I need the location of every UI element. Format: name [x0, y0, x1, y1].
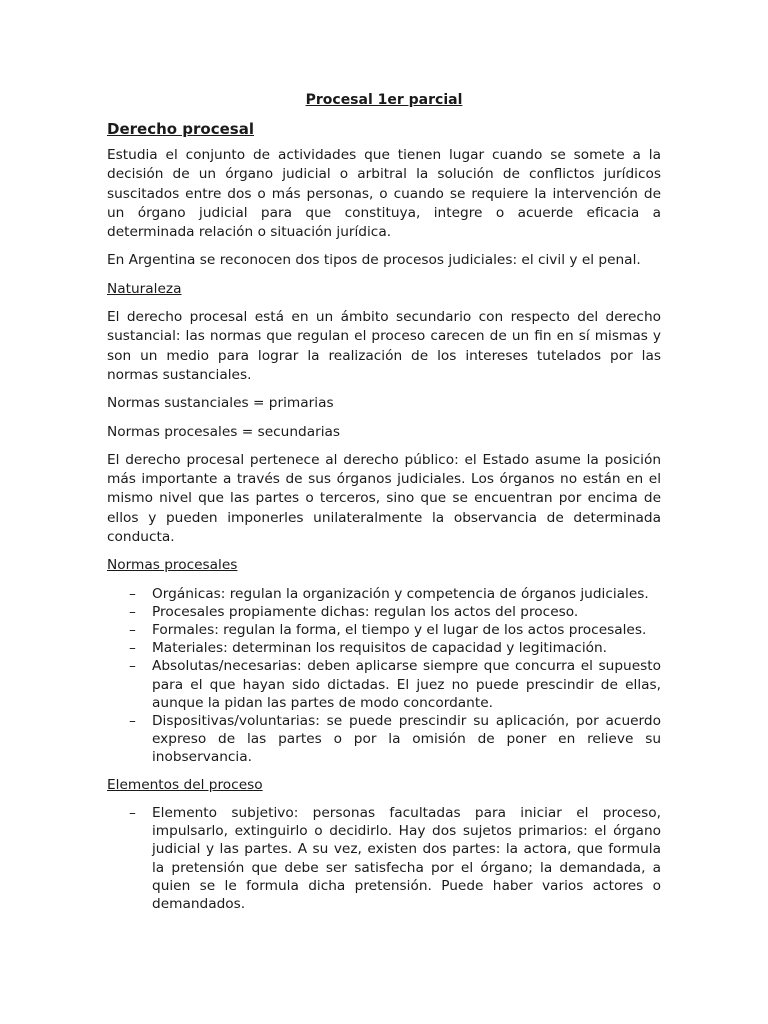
dash-bullet-icon: – — [129, 603, 136, 620]
section-heading-derecho-procesal: Derecho procesal — [107, 120, 254, 138]
paragraph-normas-procesales: Normas procesales = secundarias — [107, 423, 341, 440]
document-title: Procesal 1er parcial — [305, 92, 463, 108]
paragraph-tipos-procesos: En Argentina se reconocen dos tipos de procesos judiciales: el civil y el penal. — [107, 252, 641, 269]
dash-bullet-icon: – — [129, 640, 136, 657]
subheading-normas-procesales: Normas procesales — [107, 557, 238, 574]
subheading-naturaleza: Naturaleza — [107, 280, 182, 297]
list-item: – Elemento subjetivo: personas facultadas para iniciar el proceso, impulsarlo, extinguirlo o decidirlo. Hay dos sujetos primarios: el órgano judicial y las partes. A su vez, existen dos partes: la actora, que formula la pretensión que debe ser satisfecha por el órgano; la demandada, a quien se le formula dicha pretensión. Puede haber varios actores o demandados. — [129, 804, 661, 912]
dash-bullet-icon: – — [129, 658, 136, 675]
normas-procesales-list — [107, 585, 661, 767]
dash-bullet-icon: – — [129, 713, 136, 730]
dash-bullet-icon: – — [129, 622, 136, 639]
dash-bullet-icon: – — [129, 585, 136, 602]
paragraph-naturaleza: El derecho procesal está en un ámbito secundario con respecto del derecho sustancial: las normas que regulan el proceso carecen de un fin en sí mismas y son un medio para lograr la realización de los intereses tutelados por las normas sustanciales. — [107, 309, 661, 383]
list-item: – Orgánicas: regulan la organización y competencia de órganos judiciales. — [129, 585, 649, 602]
paragraph-normas-sustanciales: Normas sustanciales = primarias — [107, 395, 334, 412]
list-item: – Dispositivas/voluntarias: se puede prescindir su aplicación, por acuerdo expreso de las partes o por la omisión de poner en relieve su inobservancia. — [129, 713, 661, 766]
subheading-elementos-del-proceso: Elementos del proceso — [107, 776, 263, 793]
dash-bullet-icon: – — [129, 804, 136, 821]
elementos-list — [107, 804, 661, 913]
paragraph-derecho-publico: El derecho procesal pertenece al derecho público: el Estado asume la posición más importante a través de sus órganos judiciales. Los órganos no están en el mismo nivel que las partes o terceros, sino que se encuentran por encima de ellos y pueden imponerles unilateralmente la observancia de determinada conducta. — [107, 451, 661, 546]
list-item: – Formales: regulan la forma, el tiempo y el lugar de los actos procesales. — [129, 622, 647, 639]
list-item: – Procesales propiamente dichas: regulan los actos del proceso. — [129, 603, 579, 620]
list-item: – Materiales: determinan los requisitos de capacidad y legitimación. — [129, 640, 608, 657]
paragraph-definicion: Estudia el conjunto de actividades que tienen lugar cuando se somete a la decisión de un órgano judicial o arbitral la solución de conflictos jurídicos suscitados entre dos o más personas, o cuando se requiere la intervención de un órgano judicial para que constituya, integre o acuerde eficacia a determinada relación o situación jurídica. — [107, 147, 661, 241]
list-item: – Absolutas/necesarias: deben aplicarse siempre que concurra el supuesto para el que hayan sido dictadas. El juez no puede prescindir de ellas, aunque la pidan las partes de modo concordante. — [129, 658, 661, 711]
